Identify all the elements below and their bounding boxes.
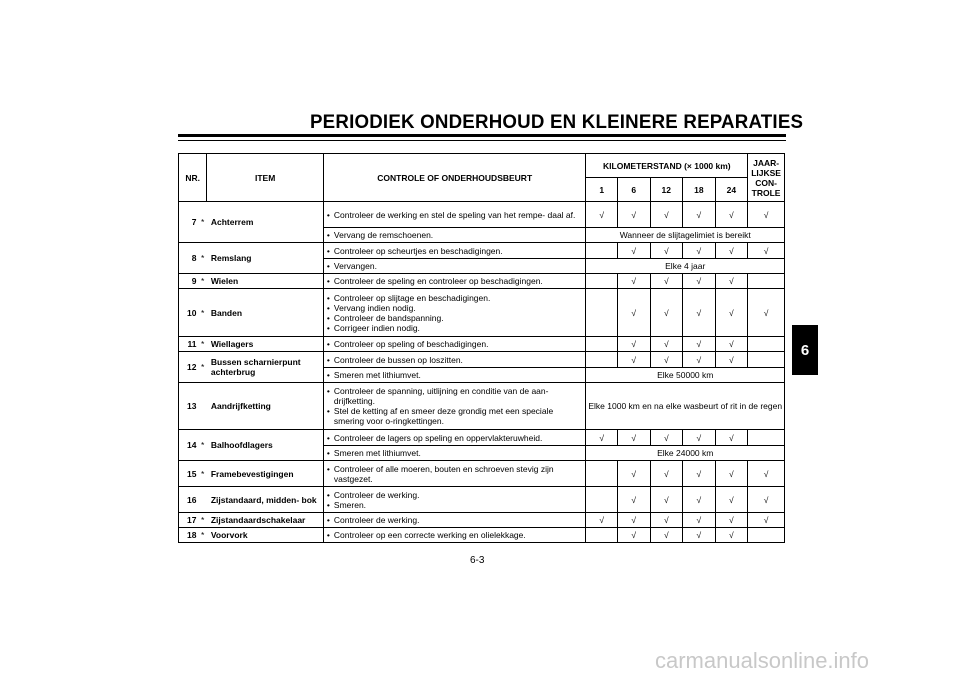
action-text: Controleer op scheurtjes en beschadigingen.	[333, 245, 503, 256]
header-yearly: JAAR- LIJKSE CON- TROLE	[748, 154, 785, 202]
check-mark	[748, 528, 785, 543]
action-text: Controleer de werking en stel de speling van het rempe- daal af.	[333, 209, 576, 220]
row-action	[323, 383, 586, 430]
check-mark: √	[748, 202, 785, 228]
row-number: 15	[179, 461, 199, 487]
check-mark: √	[683, 243, 716, 259]
action-text: Vervangen.	[333, 261, 377, 271]
bullet-icon: •	[326, 530, 330, 540]
row-action	[323, 202, 586, 228]
row-number: 9	[179, 274, 199, 289]
check-mark	[586, 528, 618, 543]
table-row	[179, 243, 785, 259]
row-item: Voorvork	[207, 528, 324, 543]
check-mark: √	[617, 274, 650, 289]
check-mark: √	[748, 487, 785, 513]
check-mark: √	[586, 513, 618, 528]
action-bullet	[327, 386, 582, 406]
header-kilometerstand: KILOMETERSTAND (× 1000 km)	[586, 154, 748, 178]
check-mark: √	[650, 289, 683, 337]
row-action	[323, 337, 586, 352]
bullet-icon: •	[326, 322, 330, 333]
check-mark: √	[617, 243, 650, 259]
maintenance-table	[178, 153, 785, 543]
bullet-icon: •	[326, 386, 330, 396]
check-mark: √	[683, 202, 716, 228]
header-item: ITEM	[207, 154, 324, 202]
check-mark	[586, 243, 618, 259]
action-bullet	[327, 515, 582, 525]
row-star: *	[198, 352, 206, 383]
bullet-icon: •	[326, 432, 330, 443]
bullet-icon: •	[326, 515, 330, 525]
row-item: Balhoofdlagers	[207, 430, 324, 461]
check-mark: √	[617, 337, 650, 352]
check-mark: √	[715, 243, 748, 259]
check-mark	[586, 461, 618, 487]
row-star	[198, 487, 206, 513]
row-number: 11	[179, 337, 199, 352]
interval-text: Elke 24000 km	[586, 446, 785, 461]
action-bullet	[327, 464, 582, 484]
interval-text: Elke 1000 km en na elke wasbeurt of rit in de regen	[586, 383, 785, 430]
check-mark: √	[650, 274, 683, 289]
page-number: 6-3	[470, 555, 485, 566]
check-mark: √	[650, 202, 683, 228]
row-number: 13	[179, 383, 199, 430]
action-text: Smeren met lithiumvet.	[333, 448, 421, 458]
check-mark: √	[617, 487, 650, 513]
action-bullet	[327, 323, 582, 333]
table-row	[179, 337, 785, 352]
row-item: Remslang	[207, 243, 324, 274]
action-text: Vervang indien nodig.	[333, 302, 416, 313]
action-bullet	[327, 339, 582, 349]
action-bullet	[327, 370, 582, 380]
row-item: Bussen scharnierpunt achterbrug	[207, 352, 324, 383]
row-number: 17	[179, 513, 199, 528]
check-mark: √	[715, 289, 748, 337]
action-bullet	[327, 261, 582, 271]
action-bullet	[327, 406, 582, 426]
row-action	[323, 368, 586, 383]
action-text: Controleer de werking.	[333, 515, 420, 525]
row-action	[323, 461, 586, 487]
action-bullet	[327, 490, 582, 500]
bullet-icon: •	[326, 448, 330, 458]
check-mark	[748, 430, 785, 446]
check-mark: √	[650, 430, 683, 446]
page-title: PERIODIEK ONDERHOUD EN KLEINERE REPARATIES	[310, 112, 804, 133]
action-text: Corrigeer indien nodig.	[333, 322, 420, 333]
row-action	[323, 446, 586, 461]
check-mark: √	[586, 202, 618, 228]
check-mark: √	[715, 274, 748, 289]
bullet-icon: •	[326, 261, 330, 271]
check-mark	[586, 274, 618, 289]
action-text: Controleer of alle moeren, bouten en schroeven stevig zijn vastgezet.	[333, 463, 554, 484]
row-number: 14	[179, 430, 199, 461]
bullet-icon: •	[326, 230, 330, 240]
row-star: *	[198, 337, 206, 352]
action-bullet	[327, 210, 582, 220]
check-mark: √	[683, 528, 716, 543]
check-mark: √	[715, 352, 748, 368]
bullet-icon: •	[326, 312, 330, 323]
row-number: 18	[179, 528, 199, 543]
row-star: *	[198, 430, 206, 461]
bullet-icon: •	[326, 354, 330, 365]
action-bullet	[327, 246, 582, 256]
check-mark: √	[748, 243, 785, 259]
row-number: 8	[179, 243, 199, 274]
row-number: 7	[179, 202, 199, 243]
bullet-icon: •	[326, 209, 330, 220]
check-mark: √	[748, 289, 785, 337]
action-text: Vervang de remschoenen.	[333, 230, 434, 240]
check-mark: √	[715, 430, 748, 446]
check-mark: √	[617, 430, 650, 446]
row-item: Zijstandaardschakelaar	[207, 513, 324, 528]
check-mark: √	[617, 202, 650, 228]
check-mark: √	[617, 289, 650, 337]
check-mark	[748, 337, 785, 352]
row-item: Framebevestigingen	[207, 461, 324, 487]
row-number: 10	[179, 289, 199, 337]
check-mark	[586, 487, 618, 513]
row-action	[323, 487, 586, 513]
check-mark: √	[650, 337, 683, 352]
action-text: Controleer op slijtage en beschadigingen.	[333, 292, 491, 303]
check-mark: √	[683, 337, 716, 352]
action-bullet	[327, 313, 582, 323]
action-bullet	[327, 355, 582, 365]
check-mark: √	[715, 202, 748, 228]
check-mark: √	[748, 461, 785, 487]
row-item: Wielen	[207, 274, 324, 289]
row-star: *	[198, 202, 206, 243]
check-mark	[586, 337, 618, 352]
header-nr: NR.	[179, 154, 207, 202]
row-item: Achterrem	[207, 202, 324, 243]
row-action	[323, 513, 586, 528]
bullet-icon: •	[326, 339, 330, 349]
check-mark: √	[586, 430, 618, 446]
check-mark: √	[617, 513, 650, 528]
check-mark: √	[650, 243, 683, 259]
action-text: Controleer op een correcte werking en olielekkage.	[333, 530, 526, 540]
table-row	[179, 461, 785, 487]
row-action	[323, 289, 586, 337]
bullet-icon: •	[326, 463, 330, 474]
header-km-col: 1	[586, 178, 618, 202]
table-row	[179, 383, 785, 430]
header-control: CONTROLE OF ONDERHOUDSBEURT	[323, 154, 586, 202]
table-row	[179, 202, 785, 228]
check-mark: √	[748, 513, 785, 528]
action-bullet	[327, 293, 582, 303]
row-action	[323, 528, 586, 543]
check-mark: √	[650, 461, 683, 487]
bullet-icon: •	[326, 499, 330, 510]
row-number: 16	[179, 487, 199, 513]
check-mark: √	[617, 528, 650, 543]
row-star: *	[198, 528, 206, 543]
row-action	[323, 274, 586, 289]
check-mark: √	[715, 337, 748, 352]
table-row	[179, 289, 785, 337]
check-mark	[748, 274, 785, 289]
action-bullet	[327, 303, 582, 313]
bullet-icon: •	[326, 302, 330, 313]
check-mark: √	[683, 352, 716, 368]
check-mark: √	[650, 352, 683, 368]
check-mark: √	[683, 487, 716, 513]
check-mark: √	[715, 487, 748, 513]
title-rule	[178, 134, 786, 137]
table-row	[179, 352, 785, 368]
action-text: Controleer op speling of beschadigingen.	[333, 339, 489, 349]
bullet-icon: •	[326, 406, 330, 416]
header-km-col: 12	[650, 178, 683, 202]
check-mark	[586, 352, 618, 368]
bullet-icon: •	[326, 292, 330, 303]
interval-text: Elke 4 jaar	[586, 259, 785, 274]
row-item: Zijstandaard, midden- bok	[207, 487, 324, 513]
bullet-icon: •	[326, 276, 330, 286]
chapter-tab: 6	[792, 325, 818, 375]
check-mark: √	[683, 513, 716, 528]
row-action	[323, 430, 586, 446]
row-star: *	[198, 289, 206, 337]
interval-text: Wanneer de slijtagelimiet is bereikt	[586, 228, 785, 243]
table-row	[179, 430, 785, 446]
row-action	[323, 259, 586, 274]
action-text: Controleer de bandspanning.	[333, 312, 444, 323]
action-text: Controleer de speling en controleer op beschadigingen.	[333, 276, 543, 286]
title-rule-thin	[178, 140, 786, 141]
action-bullet	[327, 433, 582, 443]
action-bullet	[327, 276, 582, 286]
check-mark: √	[715, 513, 748, 528]
check-mark: √	[617, 461, 650, 487]
row-star: *	[198, 461, 206, 487]
row-item: Banden	[207, 289, 324, 337]
check-mark: √	[683, 289, 716, 337]
row-action	[323, 243, 586, 259]
table-row	[179, 487, 785, 513]
check-mark: √	[650, 487, 683, 513]
table-row	[179, 274, 785, 289]
table-row	[179, 528, 785, 543]
row-star	[198, 383, 206, 430]
action-text: Smeren met lithiumvet.	[333, 370, 421, 380]
check-mark: √	[650, 528, 683, 543]
check-mark: √	[617, 352, 650, 368]
check-mark: √	[715, 461, 748, 487]
row-action	[323, 352, 586, 368]
action-text: Smeren.	[333, 499, 367, 510]
check-mark: √	[715, 528, 748, 543]
bullet-icon: •	[326, 245, 330, 256]
row-item: Wiellagers	[207, 337, 324, 352]
check-mark: √	[683, 430, 716, 446]
row-star: *	[198, 274, 206, 289]
action-text: Controleer de bussen op loszitten.	[333, 354, 463, 365]
check-mark: √	[683, 274, 716, 289]
header-km-col: 18	[683, 178, 716, 202]
check-mark: √	[650, 513, 683, 528]
bullet-icon: •	[326, 370, 330, 380]
header-km-col: 6	[617, 178, 650, 202]
header-km-col: 24	[715, 178, 748, 202]
action-bullet	[327, 230, 582, 240]
row-star: *	[198, 513, 206, 528]
action-text: Controleer de werking.	[333, 489, 420, 500]
watermark: carmanualsonline.info	[655, 648, 870, 673]
action-bullet	[327, 448, 582, 458]
check-mark	[748, 352, 785, 368]
action-bullet	[327, 500, 582, 510]
row-star: *	[198, 243, 206, 274]
row-number: 12	[179, 352, 199, 383]
check-mark: √	[683, 461, 716, 487]
table-row	[179, 513, 785, 528]
action-text: Controleer de lagers op speling en oppervlakteruwheid.	[333, 432, 543, 443]
check-mark	[586, 289, 618, 337]
row-item: Aandrijfketting	[207, 383, 324, 430]
action-text: Controleer de spanning, uitlijning en conditie van de aan- drijfketting.	[333, 386, 549, 406]
action-bullet	[327, 530, 582, 540]
action-text: Stel de ketting af en smeer deze grondig met een speciale smering voor o-ringkettingen.	[333, 406, 554, 426]
interval-text: Elke 50000 km	[586, 368, 785, 383]
row-action	[323, 228, 586, 243]
bullet-icon: •	[326, 489, 330, 500]
